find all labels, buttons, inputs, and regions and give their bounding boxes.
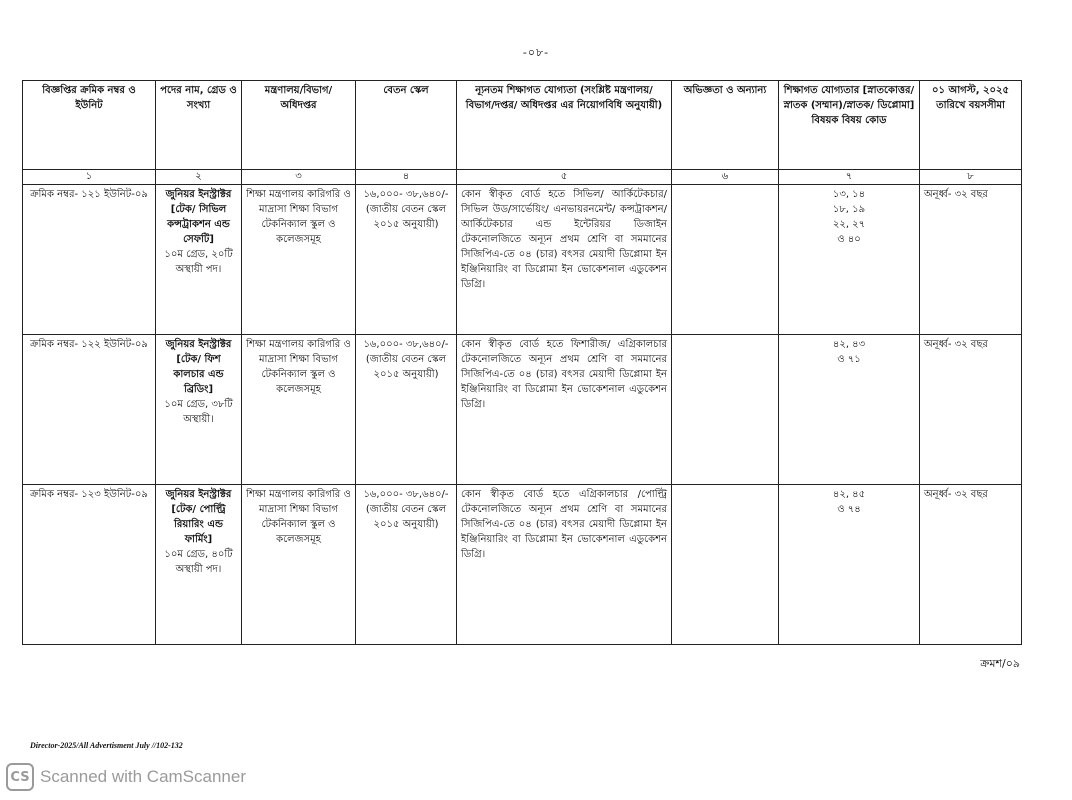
serial-unit-cell: ক্রমিক নম্বর- ১২২ ইউনিট-০৯: [23, 335, 156, 485]
header-subject-code: শিক্ষাগত যোগ্যতার [স্নাতকোত্তর/স্নাতক (সম্মান)/স্নাতক/ ডিপ্লোমা] বিষয়ক বিষয় কোড: [779, 81, 920, 170]
qualification-cell: কোন স্বীকৃত বোর্ড হতে এগ্রিকালচার /পোল্ট্রি টেকনোলজিতে অন্যূন প্রথম শ্রেণি বা সমমানের সিজিপিএ-তে ০৪ (চার) বৎসর মেয়াদী ডিপ্লোমা ইন ইঞ্জিনিয়ারিং বা ডিপ্লোমা ইন ভোকেশনাল এডুকেশন ডিগ্রি।: [457, 485, 672, 645]
subject-code-line: ৪২, ৪৩: [832, 339, 866, 350]
header-qualification: ন্যূনতম শিক্ষাগত যোগ্যতা (সংশ্লিষ্ট মন্ত্রণালয়/বিভাগ/দপ্তর/ অধিদপ্তর এর নিয়োগবিধি অনুযায়ী): [457, 81, 672, 170]
column-number: ৪: [356, 170, 457, 185]
age-limit-cell: অনূর্ধ্ব- ৩২ বছর: [920, 335, 1022, 485]
pay-scale-cell: ১৬,০০০- ৩৮,৬৪০/- (জাতীয় বেতন স্কেল ২০১৫ অনুযায়ী): [356, 335, 457, 485]
continued-label: ক্রমশ/০৯: [980, 657, 1020, 670]
serial-unit-cell: ক্রমিক নম্বর- ১২৩ ইউনিট-০৯: [23, 485, 156, 645]
footer-reference: Director-2025/All Advertisment July //102-132: [30, 741, 183, 750]
subject-code-cell: [779, 185, 920, 335]
header-experience: অভিজ্ঞতা ও অন্যান্য: [672, 81, 779, 170]
post-grade-count: ১০ম গ্রেড, ৩৮টি অস্থায়ী।: [164, 399, 233, 425]
table-row: [23, 485, 1022, 645]
experience-cell: [672, 335, 779, 485]
ministry-cell: শিক্ষা মন্ত্রণালয় কারিগরি ও মাদ্রাসা শিক্ষা বিভাগ টেকনিক্যাল স্কুল ও কলেজসমূহ: [242, 185, 356, 335]
recruitment-table: [22, 80, 1022, 645]
column-number: ৮: [920, 170, 1022, 185]
header-ministry: মন্ত্রণালয়/বিভাগ/ অধিদপ্তর: [242, 81, 356, 170]
subject-code-line: ৪২, ৪৫: [832, 489, 866, 500]
column-number: ১: [23, 170, 156, 185]
subject-code-line: ২২, ২৭: [832, 219, 866, 230]
subject-code-line: ও ৭৪: [837, 504, 861, 515]
table-row: [23, 335, 1022, 485]
post-cell: [156, 485, 242, 645]
subject-code-line: ও ৭১: [837, 354, 861, 365]
column-number: ৩: [242, 170, 356, 185]
table-row: [23, 185, 1022, 335]
watermark-text: Scanned with CamScanner: [40, 767, 247, 786]
header-pay-scale: বেতন স্কেল: [356, 81, 457, 170]
post-grade-count: ১০ম গ্রেড, ২০টি অস্থায়ী পদ।: [164, 249, 233, 275]
post-name: জুনিয়র ইনস্ট্রাক্টর [টেক/ পোল্ট্রি রিয়ারিং এন্ড ফার্মিং]: [165, 489, 232, 545]
table-header-row: [23, 81, 1022, 170]
ministry-cell: শিক্ষা মন্ত্রণালয় কারিগরি ও মাদ্রাসা শিক্ষা বিভাগ টেকনিক্যাল স্কুল ও কলেজসমূহ: [242, 335, 356, 485]
header-post-grade-count: পদের নাম, গ্রেড ও সংখ্যা: [156, 81, 242, 170]
experience-cell: [672, 485, 779, 645]
header-age-limit: ০১ আগস্ট, ২০২৫ তারিখে বয়সসীমা: [920, 81, 1022, 170]
camscanner-logo-icon: CS: [6, 763, 34, 791]
header-serial-unit: বিজ্ঞপ্তির ক্রমিক নম্বর ও ইউনিট: [23, 81, 156, 170]
pay-scale-cell: ১৬,০০০- ৩৮,৬৪০/- (জাতীয় বেতন স্কেল ২০১৫ অনুযায়ী): [356, 485, 457, 645]
subject-code-cell: [779, 335, 920, 485]
column-number: ৬: [672, 170, 779, 185]
age-limit-cell: অনূর্ধ্ব- ৩২ বছর: [920, 485, 1022, 645]
qualification-cell: কোন স্বীকৃত বোর্ড হতে ফিশারীজ/ এগ্রিকালচার টেকনোলজিতে অন্যূন প্রথম শ্রেণি বা সমমানের সিজিপিএ-তে ০৪ (চার) বৎসর মেয়াদী ডিপ্লোমা ইন ইঞ্জিনিয়ারিং বা ডিপ্লোমা ইন ভোকেশনাল এডুকেশন ডিগ্রি।: [457, 335, 672, 485]
qualification-cell: কোন স্বীকৃত বোর্ড হতে সিভিল/ আর্কিটেকচার/ সিভিল উড/সার্ভেয়িং/ এনভায়রনমেন্ট/ কন্সট্রাকশন/আর্কিটেকচার এন্ড ইন্টেরিয়র ডিজাইন টেকনোলজিতে অন্যূন প্রথম শ্রেণি বা সমমানের সিজিপিএ-তে ০৪ (চার) বৎসর মেয়াদী ডিপ্লোমা ইন ইঞ্জিনিয়ারিং বা ডিপ্লোমা ইন ভোকেশনাল এডুকেশন ডিগ্রি।: [457, 185, 672, 335]
post-grade-count: ১০ম গ্রেড, ৪০টি অস্থায়ী পদ।: [164, 549, 233, 575]
post-name: জুনিয়র ইনস্ট্রাক্টর [টেক/ সিভিল কন্সট্রাকশন এন্ড সেফটি]: [165, 189, 232, 245]
experience-cell: [672, 185, 779, 335]
column-number: ২: [156, 170, 242, 185]
post-name: জুনিয়র ইনস্ট্রাক্টর [টেক/ ফিশ কালচার এন্ড ব্রিডিং]: [165, 339, 232, 395]
column-number: ৭: [779, 170, 920, 185]
serial-unit-cell: ক্রমিক নম্বর- ১২১ ইউনিট-০৯: [23, 185, 156, 335]
camscanner-watermark: [6, 762, 246, 792]
post-cell: [156, 335, 242, 485]
pay-scale-cell: ১৬,০০০- ৩৮,৬৪০/- (জাতীয় বেতন স্কেল ২০১৫ অনুযায়ী): [356, 185, 457, 335]
subject-code-line: ১৮, ১৯: [832, 204, 866, 215]
subject-code-line: ও ৪০: [837, 234, 861, 245]
column-number-row: [23, 170, 1022, 185]
age-limit-cell: অনূর্ধ্ব- ৩২ বছর: [920, 185, 1022, 335]
ministry-cell: শিক্ষা মন্ত্রণালয় কারিগরি ও মাদ্রাসা শিক্ষা বিভাগ টেকনিক্যাল স্কুল ও কলেজসমূহ: [242, 485, 356, 645]
subject-code-line: ১৩, ১৪: [832, 189, 866, 200]
column-number: ৫: [457, 170, 672, 185]
post-cell: [156, 185, 242, 335]
page-number: -০৮-: [522, 46, 550, 59]
subject-code-cell: [779, 485, 920, 645]
